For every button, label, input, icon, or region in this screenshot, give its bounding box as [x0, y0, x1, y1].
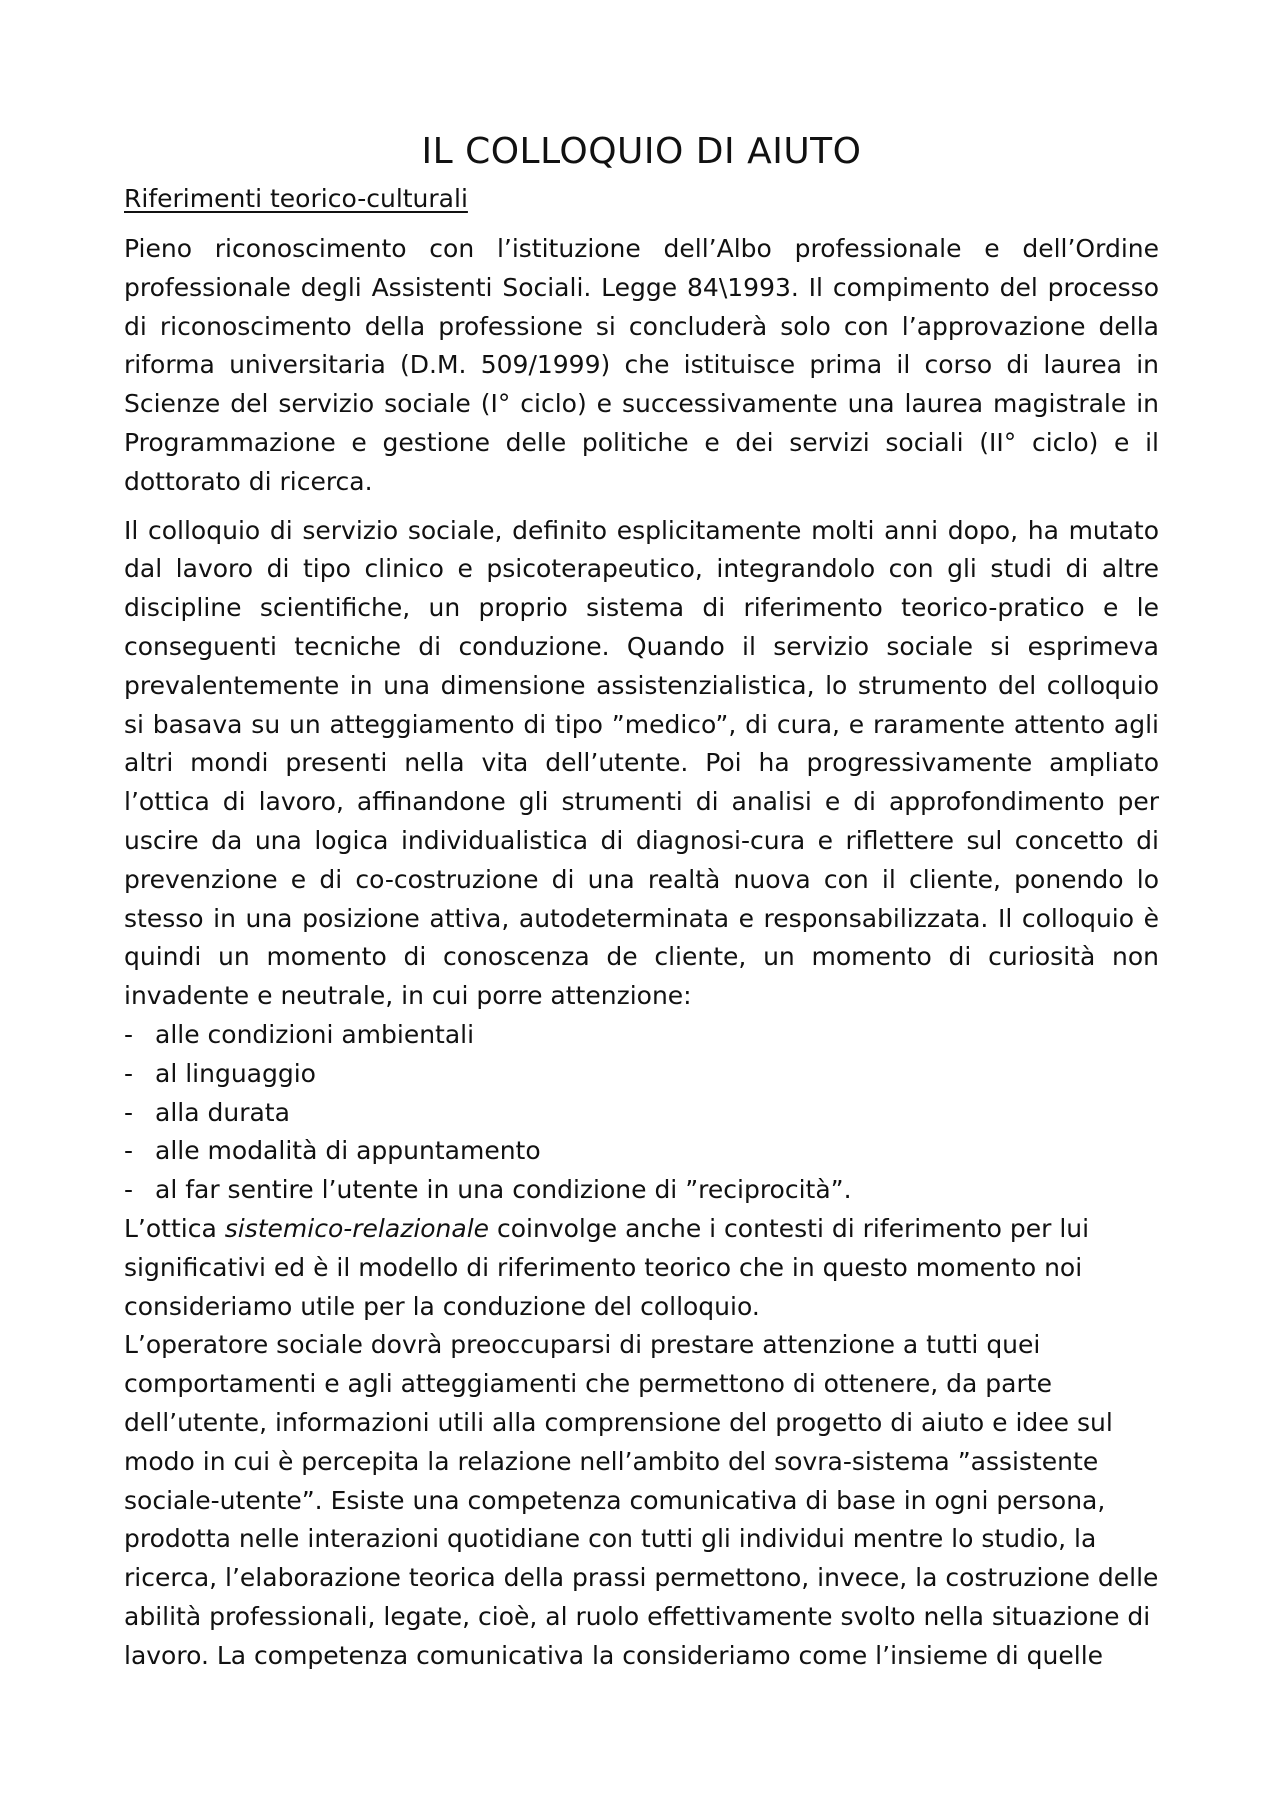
list-item: [124, 1016, 1159, 1055]
document-page: [124, 124, 1159, 1675]
section-subheading: Riferimenti teorico-culturali: [124, 184, 468, 213]
list-item: [124, 1171, 1159, 1210]
list-dash: -: [124, 1019, 134, 1049]
paragraph-ottica-end: coinvolge anche i contesti di riferimento per lui significativi ed è il modello di riferimento teorico che in questo momento noi consideriamo utile per la conduzione del colloquio.: [124, 1213, 1090, 1321]
document-title: IL COLLOQUIO DI AIUTO: [421, 131, 862, 172]
list-item: [124, 1055, 1159, 1094]
paragraph-riconoscimento: Pieno riconoscimento con l’istituzione dell’Albo professionale e dell’Ordine professionale degli Assistenti Sociali. Legge 84\1993. Il compimento del processo di riconoscimento della professione si concluderà solo con l’approvazione della riforma universitaria (D.M. 509/1999) che istituisce prima il corso di laurea in Scienze del servizio sociale (I° ciclo) e successivamente una laurea magistrale in Programmazione e gestione delle politiche e dei servizi sociali (II° ciclo) e il dottorato di ricerca.: [124, 234, 1159, 496]
list-item-text: alle condizioni ambientali: [155, 1019, 475, 1049]
attention-list: [124, 1016, 1159, 1210]
paragraph-operatore-sociale: L’operatore sociale dovrà preoccuparsi di prestare attenzione a tutti quei comportamenti e agli atteggiamenti che permettono di ottenere, da parte dell’utente, informazioni utili alla comprensione del progetto di aiuto e idee sul modo in cui è percepita la relazione nell’ambito del sovra-sistema ”assistente sociale-utente”. Esiste una competenza comunicativa di base in ogni persona, prodotta nelle interazioni quotidiane con tutti gli individui mentre lo studio, la ricerca, l’elaborazione teorica della prassi permettono, invece, la costruzione delle abilità professionali, legate, cioè, al ruolo effettivamente svolto nella situazione di lavoro. La competenza comunicativa la consideriamo come l’insieme di quelle: [124, 1330, 1159, 1670]
list-item-text: alla durata: [155, 1097, 290, 1127]
list-item-text: al linguaggio: [155, 1058, 316, 1088]
list-item-text: al far sentire l’utente in una condizione di ”reciprocità”.: [155, 1175, 852, 1205]
paragraph-ottica-sistemica: [124, 1210, 1159, 1326]
emphasis-sistemico-relazionale: sistemico-relazionale: [224, 1213, 490, 1243]
list-item-text: alle modalità di appuntamento: [155, 1136, 541, 1166]
list-dash: -: [124, 1097, 134, 1127]
list-item: [124, 1094, 1159, 1133]
list-dash: -: [124, 1175, 134, 1205]
paragraph-colloquio: Il colloquio di servizio sociale, definito esplicitamente molti anni dopo, ha mutato dal lavoro di tipo clinico e psicoterapeutico, integrandolo con gli studi di altre discipline scientifiche, un proprio sistema di riferimento teorico-pratico e le conseguenti tecniche di conduzione. Quando il servizio sociale si esprimeva prevalentemente in una dimensione assistenzialistica, lo strumento del colloquio si basava su un atteggiamento di tipo ”medico”, di cura, e raramente attento agli altri mondi presenti nella vita dell’utente. Poi ha progressivamente ampliato l’ottica di lavoro, affinandone gli strumenti di analisi e di approfondimento per uscire da una logica individualistica di diagnosi-cura e riflettere sul concetto di prevenzione e di co-costruzione di una realtà nuova con il cliente, ponendo lo stesso in una posizione attiva, autodeterminata e responsabilizzata. Il colloquio è quindi un momento di conoscenza de cliente, un momento di curiosità non invadente e neutrale, in cui porre attenzione:: [124, 515, 1159, 1011]
list-item: [124, 1132, 1159, 1171]
list-dash: -: [124, 1136, 134, 1166]
list-dash: -: [124, 1058, 134, 1088]
paragraph-ottica-start: L’ottica: [124, 1213, 225, 1243]
